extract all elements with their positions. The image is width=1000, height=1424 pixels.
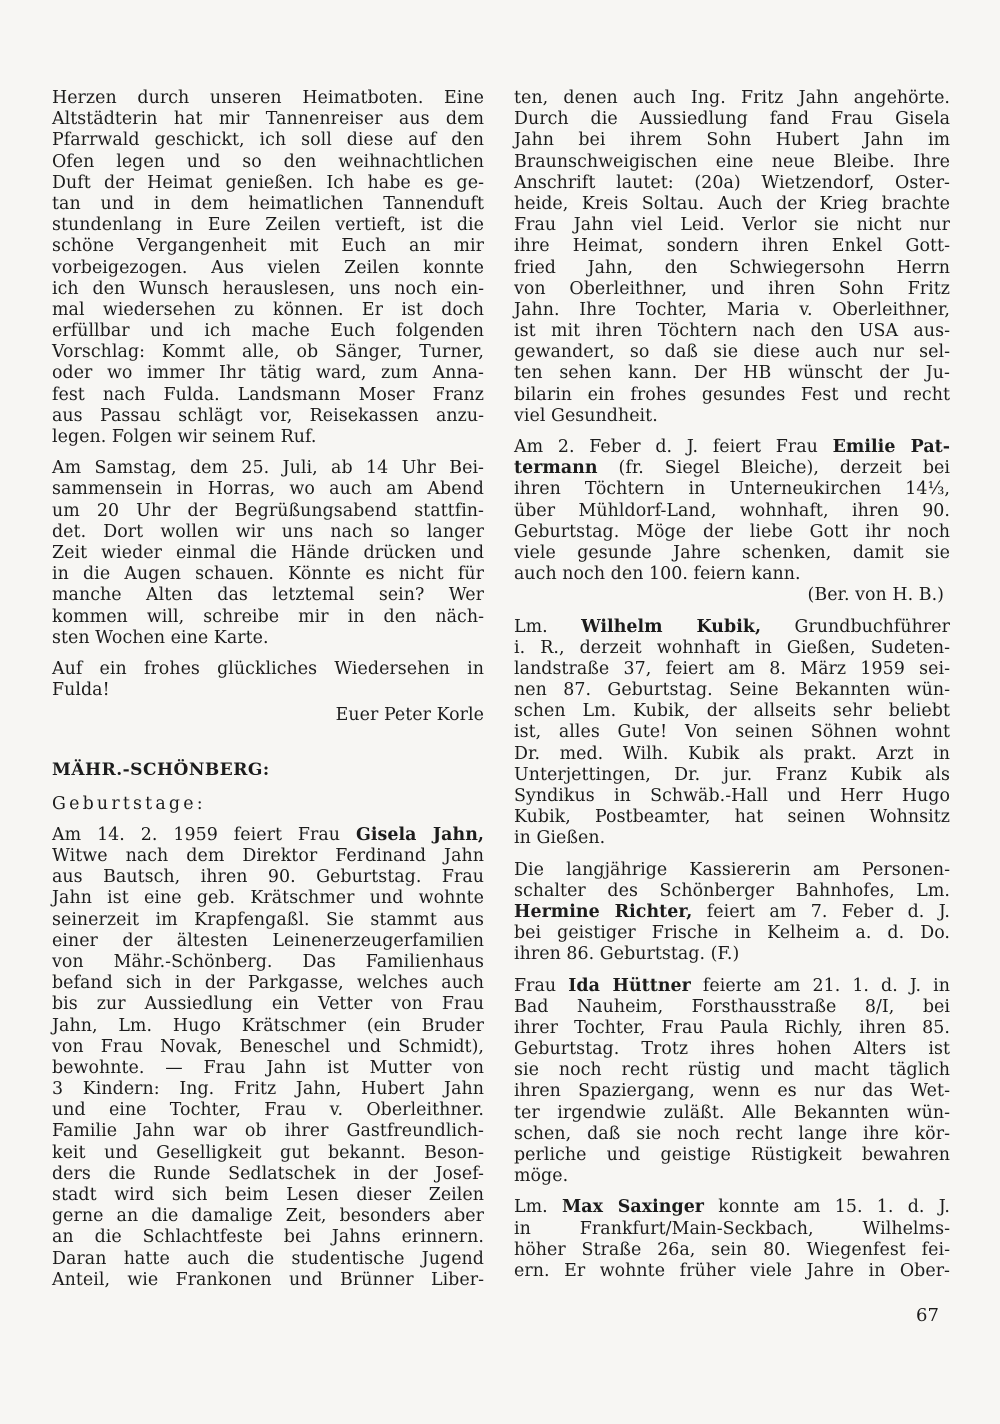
- text-line: bilarin ein frohes gesundes Fest und recht: [514, 384, 950, 405]
- left-column: [52, 88, 484, 1291]
- text-line: Jahn. Ihre Tochter, Maria v. Oberleithner,: [514, 299, 950, 320]
- text-line: bis zur Aussiedlung ein Vetter von Frau: [52, 994, 484, 1015]
- paragraph-richter-line1: Die langjährige Kassiererin am Personen-: [514, 859, 950, 880]
- text-line: ihren Spaziergang, wenn es nur das Wet-: [514, 1081, 950, 1102]
- text-line: ten sehen kann. Der HB wünscht der Ju-: [514, 363, 950, 384]
- text-line: legen. Folgen wir seinem Ruf.: [52, 427, 317, 447]
- text-line: oder wo immer Ihr tätig ward, zum Anna-: [52, 363, 484, 384]
- paragraph-kubik-line1: Lm. Wilhelm Kubik, Grundbuchführer: [514, 616, 950, 637]
- text-line: Auf ein frohes glückliches Wiedersehen in: [52, 658, 484, 679]
- paragraph-huettner-line1: Frau Ida Hüttner feierte am 21. 1. d. J. in: [514, 975, 951, 996]
- paragraph-saxinger-line1: Lm. Max Saxinger konnte am 15. 1. d. J.: [514, 1197, 950, 1218]
- paragraph-pattermann: [514, 479, 950, 585]
- text-line: ich den Wunsch herauslesen, uns noch ein-: [52, 278, 484, 299]
- text-line: Familie Jahn war ob ihrer Gastfreundlich-: [52, 1121, 484, 1142]
- text-line: stadt wird sich beim Lesen dieser Zeilen: [52, 1185, 484, 1205]
- text-line: Bad Nauheim, Forsthausstraße 8/I, bei: [514, 996, 950, 1017]
- text-line: ten, denen auch Ing. Fritz Jahn angehörte.: [514, 88, 950, 108]
- paragraph-richter: [514, 923, 950, 965]
- text-line: gewandert, so daß sie diese auch nur sel-: [514, 342, 950, 363]
- text-line: mal wiedersehen zu können. Er ist doch: [52, 299, 484, 320]
- text-line: Kubik, Postbeamter, hat seinen Wohnsitz: [514, 807, 950, 828]
- paragraph-huettner: [514, 997, 950, 1188]
- text-line: Geburtstag. Trotz ihres hohen Alters ist: [514, 1039, 950, 1060]
- text-line: Herzen durch unseren Heimatboten. Eine: [52, 88, 484, 108]
- text-line: ern. Er wohnte früher viele Jahre in Ober-: [514, 1260, 950, 1281]
- page-number: 67: [916, 1305, 939, 1326]
- text-line: keit und Geselligkeit gut bekannt. Beson-: [52, 1142, 484, 1163]
- text-line: vorbeigezogen. Aus vielen Zeilen konnte: [52, 257, 484, 278]
- text-line: manche Alten das letztemal sein? Wer: [52, 585, 484, 606]
- text-line: Braunschweigischen eine neue Bleibe. Ihre: [514, 151, 950, 172]
- text-line: aus Passau schlägt vor, Reisekassen anzu-: [52, 405, 484, 426]
- paragraph-saxinger: [514, 1219, 950, 1283]
- text-line: sten Wochen eine Karte.: [52, 627, 269, 648]
- text-line: ter irgendwie zuläßt. Alle Bekannten wün-: [514, 1102, 950, 1123]
- paragraph-gisela-jahn-continued: [514, 88, 950, 427]
- text-line: in die Augen schauen. Könnte es nicht für: [52, 564, 484, 585]
- text-line: Syndikus in Schwäb.-Hall und Herr Hugo: [514, 786, 950, 806]
- signature: Euer Peter Korle: [335, 705, 484, 726]
- text-line: ihrer Tochter, Frau Paula Richly, ihren 85.: [514, 1017, 950, 1038]
- text-line: Jahn bei ihrem Sohn Hubert Jahn im: [514, 130, 950, 151]
- text-line: Duft der Heimat genießen. Ich habe es ge-: [52, 172, 484, 193]
- paragraph-pattermann-line1: Am 2. Feber d. J. feiert Frau Emilie Pat-: [514, 437, 951, 457]
- text-line: ihren Töchtern in Unterneukirchen 14⅓,: [514, 479, 950, 500]
- paragraph-gisela-jahn: [52, 846, 484, 1291]
- text-line: Ofen legen und so den weihnachtlichen: [52, 151, 484, 172]
- credit-note: (Ber. von H. B.): [807, 585, 944, 606]
- text-line: Durch die Aussiedlung fand Frau Gisela: [514, 109, 950, 130]
- text-line: Frau Jahn viel Leid. Verlor sie nicht nur: [514, 215, 950, 236]
- text-line: Altstädterin hat mir Tannenreiser aus dem: [52, 109, 484, 130]
- paragraph-meeting-details: [52, 458, 484, 649]
- text-line: sie noch recht rüstig und macht täglich: [514, 1060, 950, 1081]
- text-line: und eine Tochter, Frau v. Oberleithner.: [52, 1100, 484, 1121]
- paragraph-pattermann-line2: termann (fr. Siegel Bleiche), derzeit bei: [514, 458, 950, 479]
- text-line: schen, daß sie noch recht lange ihre kör-: [514, 1123, 950, 1144]
- text-line: um 20 Uhr der Begrüßungsabend stattfin-: [52, 500, 484, 521]
- text-line: einer der ältesten Leinenerzeugerfamilien: [52, 930, 484, 951]
- text-line: bei geistiger Frische in Kelheim a. d. Do.: [514, 923, 950, 944]
- text-line: ihre Heimat, sondern ihren Enkel Gott-: [514, 236, 950, 257]
- text-line: perliche und geistige Rüstigkeit bewahren: [514, 1145, 950, 1165]
- text-line: von Oberleithner, und ihren Sohn Fritz: [514, 278, 950, 299]
- text-line: Am Samstag, dem 25. Juli, ab 14 Uhr Bei-: [52, 458, 484, 479]
- text-line: kommen will, schreibe mir in den näch-: [52, 606, 484, 627]
- text-line: i. R., derzeit wohnhaft in Gießen, Sudeten-: [514, 637, 950, 658]
- text-line: seinerzeit im Krapfengaßl. Sie stammt aus: [52, 909, 484, 930]
- text-line: ihren 86. Geburtstag. (F.): [514, 944, 740, 965]
- text-line: gerne an die damalige Zeit, besonders aber: [52, 1206, 484, 1227]
- text-line: det. Dort wollen wir uns nach so langer: [52, 521, 484, 542]
- text-line: landstraße 37, feiert am 8. März 1959 sei-: [514, 658, 950, 679]
- paragraph-richter-line3: Hermine Richter, feiert am 7. Feber d. J.: [514, 901, 950, 922]
- text-line: viel Gesundheit.: [514, 405, 658, 426]
- text-line: stundenlang in Eure Zeilen vertieft, ist die: [52, 215, 484, 236]
- text-line: Dr. med. Wilh. Kubik als prakt. Arzt in: [514, 743, 950, 764]
- subheading-birthdays: Geburtstage:: [52, 793, 206, 814]
- text-line: Unterjettingen, Dr. jur. Franz Kubik als: [514, 764, 950, 785]
- paragraph-richter-line2: schalter des Schönberger Bahnhofes, Lm.: [514, 880, 950, 901]
- text-line: Daran hatte auch die studentische Jugend: [52, 1248, 484, 1269]
- text-line: Anteil, wie Frankonen und Brünner Liber-: [52, 1269, 484, 1290]
- text-line: Anschrift lautet: (20a) Wietzendorf, Oster-: [514, 172, 950, 193]
- text-line: Vorschlag: Kommt alle, ob Sänger, Turner,: [52, 342, 484, 363]
- text-line: an die Schlachtfeste bei Jahns erinnern.: [52, 1227, 484, 1248]
- text-line: 3 Kindern: Ing. Fritz Jahn, Hubert Jahn: [52, 1079, 484, 1100]
- text-line: schöne Vergangenheit mit Euch an mir: [52, 236, 484, 257]
- text-line: höher Straße 26a, sein 80. Wiegenfest fei-: [514, 1239, 950, 1260]
- text-line: nen 87. Geburtstag. Seine Bekannten wün-: [514, 680, 950, 701]
- right-column: [514, 88, 950, 1282]
- text-line: erfüllbar und ich mache Euch folgenden: [52, 321, 484, 342]
- text-line: befand sich in der Parkgasse, welches auch: [52, 973, 484, 994]
- text-line: viele gesunde Jahre schenken, damit sie: [514, 542, 950, 563]
- text-line: heide, Kreis Soltau. Auch der Krieg brachte: [514, 193, 950, 214]
- paragraph-closing: [52, 659, 484, 701]
- text-line: Pfarrwald geschickt, ich soll diese auf den: [52, 130, 484, 151]
- text-line: tan und in dem heimatlichen Tannenduft: [52, 193, 484, 214]
- text-line: Witwe nach dem Direktor Ferdinand Jahn: [52, 846, 484, 866]
- text-line: sammensein in Horras, wo auch am Abend: [52, 479, 484, 500]
- text-line: fried Jahn, den Schwiegersohn Herrn: [514, 257, 950, 278]
- text-line: Jahn ist eine geb. Krätschmer und wohnte: [52, 888, 484, 909]
- text-line: von Frau Novak, Beneschel und Schmidt),: [52, 1036, 484, 1057]
- text-line: aus Bautsch, ihren 90. Geburtstag. Frau: [52, 867, 484, 888]
- text-line: ist, alles Gute! Von seinen Söhnen wohnt: [514, 722, 950, 743]
- text-line: ist mit ihren Töchtern nach den USA aus-: [514, 321, 950, 342]
- text-line: in Gießen.: [514, 828, 606, 849]
- text-line: möge.: [514, 1166, 569, 1187]
- text-line: von Mähr.-Schönberg. Das Familienhaus: [52, 951, 484, 972]
- text-line: ders die Runde Sedlatschek in der Josef-: [52, 1163, 484, 1184]
- text-line: auch noch den 100. feiern kann.: [514, 564, 801, 585]
- section-heading: MÄHR.-SCHÖNBERG:: [52, 760, 270, 781]
- paragraph-gisela-jahn-first-line: Am 14. 2. 1959 feiert Frau Gisela Jahn,: [52, 824, 484, 845]
- text-line: bewohnte. — Frau Jahn ist Mutter von: [52, 1057, 484, 1078]
- text-line: in Frankfurt/Main-Seckbach, Wilhelms-: [514, 1218, 950, 1239]
- paragraph-kubik: [514, 638, 950, 850]
- text-line: Zeit wieder einmal die Hände drücken und: [52, 542, 484, 563]
- text-line: Fulda!: [52, 680, 110, 701]
- text-line: Geburtstag. Möge der liebe Gott ihr noch: [514, 521, 950, 542]
- text-line: schen Lm. Kubik, der allseits sehr beliebt: [514, 701, 950, 722]
- text-line: fest nach Fulda. Landsmann Moser Franz: [52, 384, 484, 405]
- text-line: über Mühldorf-Land, wohnhaft, ihren 90.: [514, 500, 950, 521]
- text-line: Jahn, Lm. Hugo Krätschmer (ein Bruder: [52, 1015, 484, 1036]
- paragraph-invitation: [52, 88, 484, 448]
